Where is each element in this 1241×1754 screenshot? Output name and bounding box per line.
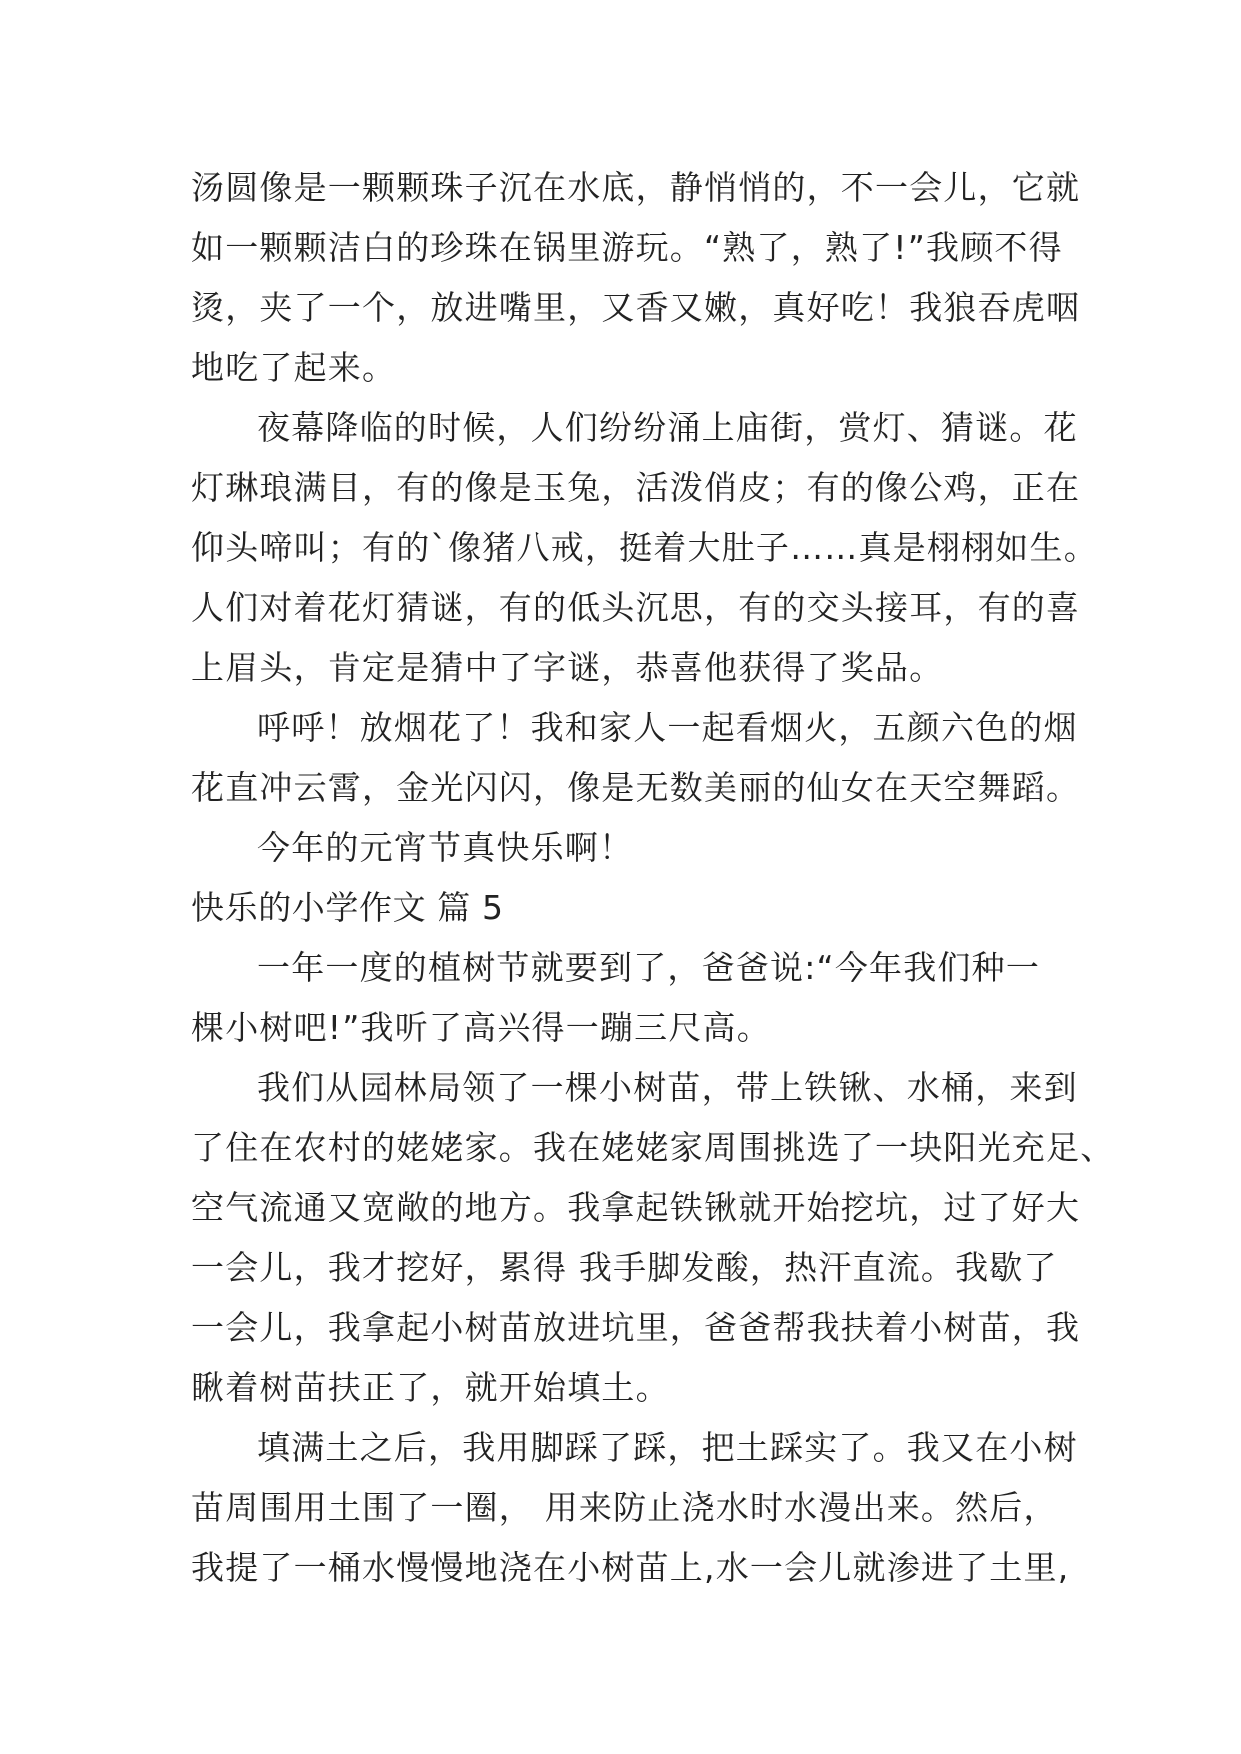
text-line: 了住在农村的姥姥家。我在姥姥家周围挑选了一块阳光充足、 <box>191 1128 1115 1167</box>
text-line: 瞅着树苗扶正了，就开始填土。 <box>191 1368 670 1407</box>
text-line: 仰头啼叫；有的`像猪八戒，挺着大肚子……真是栩栩如生。 <box>191 528 1098 567</box>
text-line: 棵小树吧!”我听了高兴得一蹦三尺高。 <box>191 1008 771 1047</box>
text-line: 一会儿，我拿起小树苗放进坑里，爸爸帮我扶着小树苗，我 <box>191 1308 1081 1347</box>
text-line: 呼呼！放烟花了！我和家人一起看烟火，五颜六色的烟 <box>257 708 1078 747</box>
document-body <box>191 158 1115 1598</box>
text-line: 我们从园林局领了一棵小树苗，带上铁锹、水桶，来到 <box>257 1068 1078 1107</box>
text-line: 地吃了起来。 <box>191 348 397 387</box>
text-line: 如一颗颗洁白的珍珠在锅里游玩。“熟了，熟了!”我顾不得 <box>191 228 1063 267</box>
text-line: 填满土之后，我用脚踩了踩，把土踩实了。我又在小树 <box>257 1428 1078 1467</box>
text-line: 夜幕降临的时候，人们纷纷涌上庙街，赏灯、猜谜。花 <box>257 408 1078 447</box>
text-line: 今年的元宵节真快乐啊！ <box>257 828 634 867</box>
section-heading: 快乐的小学作文 篇 5 <box>191 888 504 927</box>
text-line: 上眉头，肯定是猜中了字谜，恭喜他获得了奖品。 <box>191 648 944 687</box>
text-line: 苗周围用土围了一圈， 用来防止浇水时水漫出来。然后， <box>191 1488 1058 1527</box>
text-line: 人们对着花灯猜谜，有的低头沉思，有的交头接耳，有的喜 <box>191 588 1081 627</box>
text-line: 空气流通又宽敞的地方。我拿起铁锹就开始挖坑，过了好大 <box>191 1188 1081 1227</box>
text-line: 一年一度的植树节就要到了，爸爸说:“今年我们种一 <box>257 948 1041 987</box>
text-line: 烫，夹了一个，放进嘴里，又香又嫩，真好吃！我狼吞虎咽 <box>191 288 1081 327</box>
text-line: 花直冲云霄，金光闪闪，像是无数美丽的仙女在天空舞蹈。 <box>191 768 1081 807</box>
text-line: 一会儿，我才挖好，累得 我手脚发酸，热汗直流。我歇了 <box>191 1248 1058 1287</box>
text-line: 我提了一桶水慢慢地浇在小树苗上,水一会儿就渗进了土里, <box>191 1548 1070 1587</box>
text-line: 汤圆像是一颗颗珠子沉在水底，静悄悄的，不一会儿，它就 <box>191 168 1081 207</box>
text-line: 灯琳琅满目，有的像是玉兔，活泼俏皮；有的像公鸡，正在 <box>191 468 1081 507</box>
